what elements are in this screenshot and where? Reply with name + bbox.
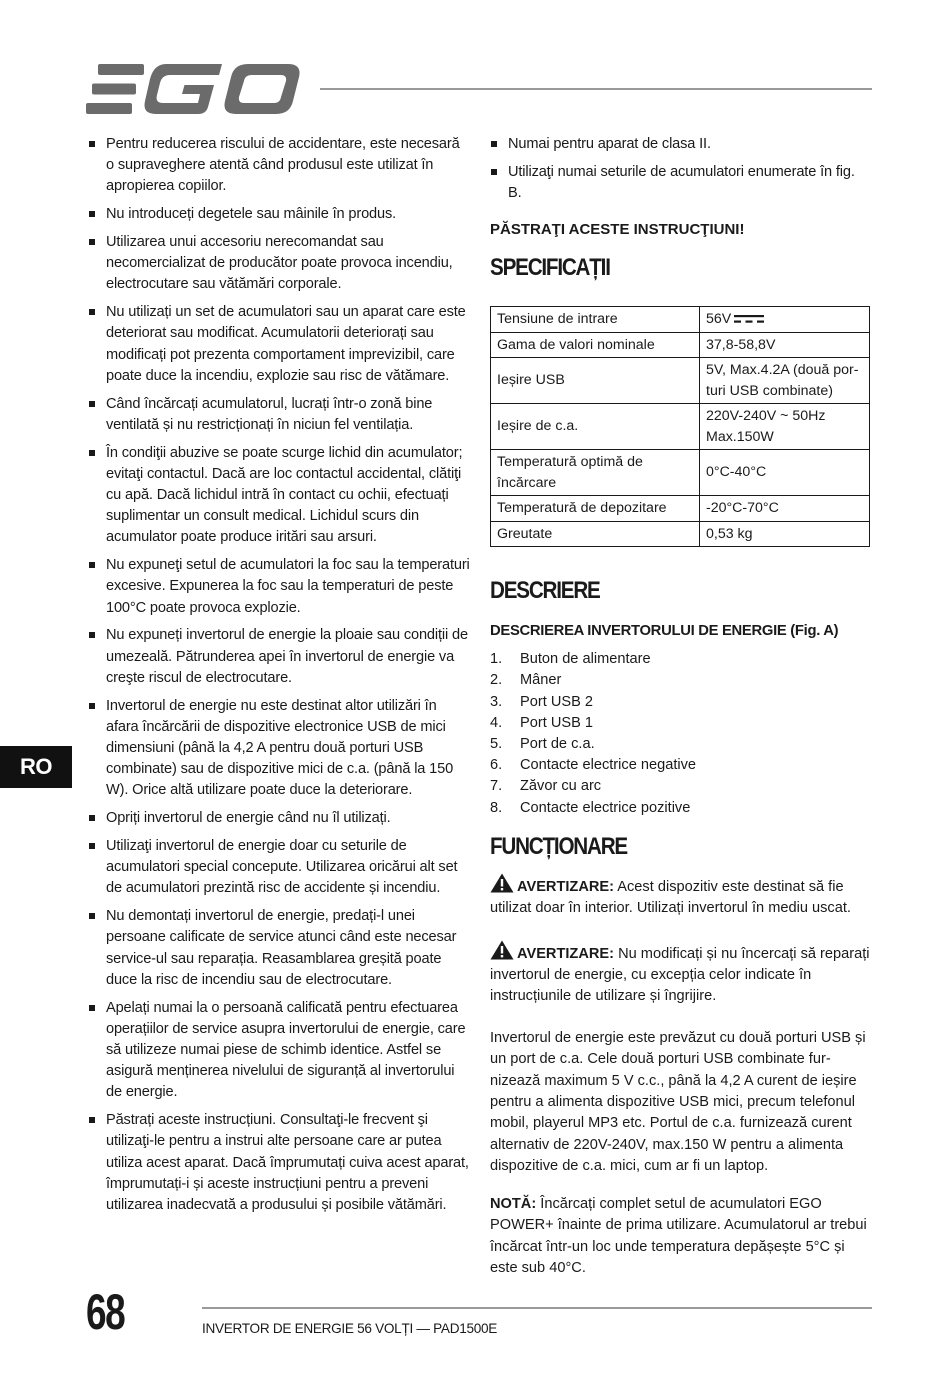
- safety-bullet-list: [88, 134, 470, 1216]
- warning-text: Nu modificați și nu încercați să reparați invertorul de energie, cu excepția celor indicate în instrucțiunile de utilizare și îngrijire.: [490, 945, 870, 1005]
- footer-title: INVERTOR DE ENERGIE 56 VOLȚI — PAD1500E: [202, 1321, 498, 1336]
- list-item: Nu expuneţi setul de acumulatori la foc sau la temperaturi excesive. Expunerea la foc sau la temperaturi de peste 100°C poate provoca explozie.: [88, 555, 470, 619]
- list-item: [490, 798, 872, 819]
- part-number: 4.: [490, 714, 503, 731]
- list-item: Utilizaţi numai seturile de acumulatori enumerate în fig. B.: [490, 162, 872, 204]
- warning-triangle-icon: [490, 873, 514, 893]
- list-item: [490, 670, 872, 691]
- part-number: 6.: [490, 757, 503, 774]
- list-item: Păstrați aceste instrucțiuni. Consultaţi-le frecvent şi utilizaţi-le pentru a instrui alte persoane care ar putea utiliza acest aparat. Dacă împrumutați cuiva acest aparat, împrumutați-i și aceste instrucțiuni pentru a preveni utilizarea inadecvată a produsului și posibile vătămări.: [88, 1110, 470, 1216]
- list-item: Nu demontați invertorul de energie, predați-l unei persoane calificate de service atunci când este necesar service-ul sau reparația. Reasamblarea greșită poate duce la risc de incendiu sau de electrocutare.: [88, 906, 470, 991]
- table-row: [491, 521, 870, 547]
- page-number: 68: [86, 1284, 125, 1340]
- list-item: Nu expuneți invertorul de energie la ploaie sau condiții de umezeală. Pătrunderea apei în invertorul de energie va creşte riscul de electrocutare.: [88, 625, 470, 689]
- list-item: [490, 734, 872, 755]
- operation-paragraph: Invertorul de energie este prevăzut cu două porturi USB și un port de c.a. Cele două porturi USB combinate fur-nizează maximum 5 V c.c., până la 4,2 A curent de ieșire pentru a alimenta dispozitive USB mici, precum telefonul mobil, playerul MP3 etc. Portul de c.a. furnizează curent alternativ de 220V-240V, max.150 W pentru a alimenta dispozitive de c.a. mici, cum ar fi un laptop.: [490, 1029, 866, 1175]
- table-row: [491, 496, 870, 522]
- list-item: În condiţii abuzive se poate scurge lichid din acumulator; evitaţi contactul. Dacă are loc contactul accidental, clătiţi cu apă. Dacă lichidul intră în contact cu ochii, efectuați suplimentar un consult medical. Lichidul scurs din acumulator poate produce iritări sau arsuri.: [88, 443, 470, 549]
- keep-instructions-heading: PĂSTRAŢI ACESTE INSTRUCŢIUNI!: [490, 221, 745, 239]
- spec-label: Temperatură optimă de încărcare: [491, 450, 700, 496]
- spec-value: -20°C-70°C: [700, 496, 870, 522]
- part-number: 1.: [490, 651, 503, 668]
- list-item: [490, 649, 872, 670]
- operation-heading: FUNCȚIONARE: [490, 832, 627, 860]
- note-paragraph: [490, 1194, 872, 1280]
- spec-value: 0°C-40°C: [700, 450, 870, 496]
- list-item: Nu utilizați un set de acumulatori sau un aparat care este deteriorat sau modificat. Acumulatorii deteriorați sau modificați pot prezenta comportament imprevizibil, care poate duce la incendiu, explozie sau risc de vătămare.: [88, 302, 470, 387]
- spec-label: Tensiune de intrare: [491, 307, 700, 333]
- note-text: Încărcați complet setul de acumulatori EGO POWER+ înainte de prima utilizare. Acumulatorul ar trebui încărcat într-un loc unde temperatura depășește 5°C și este sub 40°C.: [490, 1195, 867, 1276]
- right-column: [490, 134, 872, 1279]
- spec-label: Ieșire USB: [491, 358, 700, 404]
- specifications-table: [490, 306, 870, 547]
- part-number: 2.: [490, 672, 503, 689]
- part-label: Port de c.a.: [520, 736, 595, 753]
- warning-text: Acest dispozitiv este destinat să fie utilizat doar în interior. Utilizați invertorul în mediu uscat.: [490, 878, 851, 917]
- spec-label: Greutate: [491, 521, 700, 547]
- list-item: Apelați numai la o persoană calificată pentru efectuarea operațiilor de service asupra invertorului de energie, care să utilizeze numai piese de schimb identice. Astfel se asigură menținerea nivelului de siguranță al invertorului de energie.: [88, 998, 470, 1104]
- list-item: Numai pentru aparat de clasa II.: [490, 134, 872, 155]
- list-item: [490, 692, 872, 713]
- left-column: [88, 134, 470, 1223]
- footer-rule: [202, 1307, 872, 1309]
- warning-label: AVERTIZARE:: [517, 945, 615, 962]
- list-item: Utilizaţi invertorul de energie doar cu seturile de acumulatori special concepute. Utilizarea oricărui alt set de acumulatori prezintă risc de accidente și incendiu.: [88, 836, 470, 900]
- description-heading: DESCRIERE: [490, 577, 600, 605]
- note-label: NOTĂ:: [490, 1195, 537, 1212]
- part-label: Contacte electrice negative: [520, 757, 697, 774]
- part-number: 7.: [490, 778, 503, 795]
- part-label: Port USB 2: [520, 693, 593, 710]
- table-row: [491, 404, 870, 450]
- part-label: Zăvor cu arc: [520, 778, 602, 795]
- list-item: Când încărcați acumulatorul, lucrați într-o zonă bine ventilată și nu restricționați în niciun fel ventilația.: [88, 394, 470, 436]
- warning-label: AVERTIZARE:: [517, 878, 615, 895]
- list-item: Nu introduceți degetele sau mâinile în produs.: [88, 204, 470, 225]
- dc-current-icon: [734, 314, 764, 324]
- spec-value: 5V, Max.4.2A (două por-turi USB combinate): [700, 358, 870, 404]
- spec-label: Gama de valori nominale: [491, 332, 700, 358]
- spec-value: 56V: [706, 311, 732, 328]
- table-row: [491, 358, 870, 404]
- part-number: 8.: [490, 799, 503, 816]
- ego-logo: [86, 64, 300, 114]
- class-bullet-list: [490, 134, 872, 204]
- parts-list: [490, 649, 872, 819]
- table-row: [491, 332, 870, 358]
- part-label: Contacte electrice pozitive: [520, 799, 691, 816]
- spec-label: Ieșire de c.a.: [491, 404, 700, 450]
- list-item: Utilizarea unui accesoriu nerecomandat sau necomercializat de producător poate provoca incendiu, electrocutare sau vătămări corporale.: [88, 232, 470, 296]
- description-subheading: DESCRIEREA INVERTORULUI DE ENERGIE (Fig. A): [490, 623, 839, 640]
- warning-paragraph: [490, 940, 872, 1008]
- part-label: Buton de alimentare: [520, 651, 651, 668]
- spec-value-cell: [700, 307, 870, 333]
- specifications-heading: SPECIFICAȚII: [490, 254, 610, 282]
- part-number: 3.: [490, 693, 503, 710]
- warning-triangle-icon: [490, 940, 514, 960]
- list-item: [490, 776, 872, 797]
- list-item: Opriți invertorul de energie când nu îl utilizați.: [88, 808, 470, 829]
- part-label: Port USB 1: [520, 714, 593, 731]
- list-item: [490, 713, 872, 734]
- table-row: [491, 307, 870, 333]
- table-row: [491, 450, 870, 496]
- list-item: [490, 755, 872, 776]
- language-tab: RO: [0, 746, 72, 788]
- spec-value: 0,53 kg: [700, 521, 870, 547]
- spec-value: 220V-240V ~ 50Hz Max.150W: [700, 404, 870, 450]
- part-number: 5.: [490, 736, 503, 753]
- spec-label: Temperatură de depozitare: [491, 496, 700, 522]
- header-rule: [320, 88, 872, 90]
- part-label: Mâner: [520, 672, 562, 689]
- warning-paragraph: [490, 873, 872, 920]
- list-item: Invertorul de energie nu este destinat altor utilizări în afara încărcării de dispozitive electronice USB de mici dimensiuni (până la 4,2 A pentru două porturi USB combinate) sau de dispozitive mici de c.a. (până la 150 W). Orice altă utilizare poate duce la deteriorare.: [88, 696, 470, 802]
- spec-value: 37,8-58,8V: [700, 332, 870, 358]
- list-item: Pentru reducerea riscului de accidentare, este necesară o supraveghere atentă când produsul este utilizat în apropierea copiilor.: [88, 134, 470, 198]
